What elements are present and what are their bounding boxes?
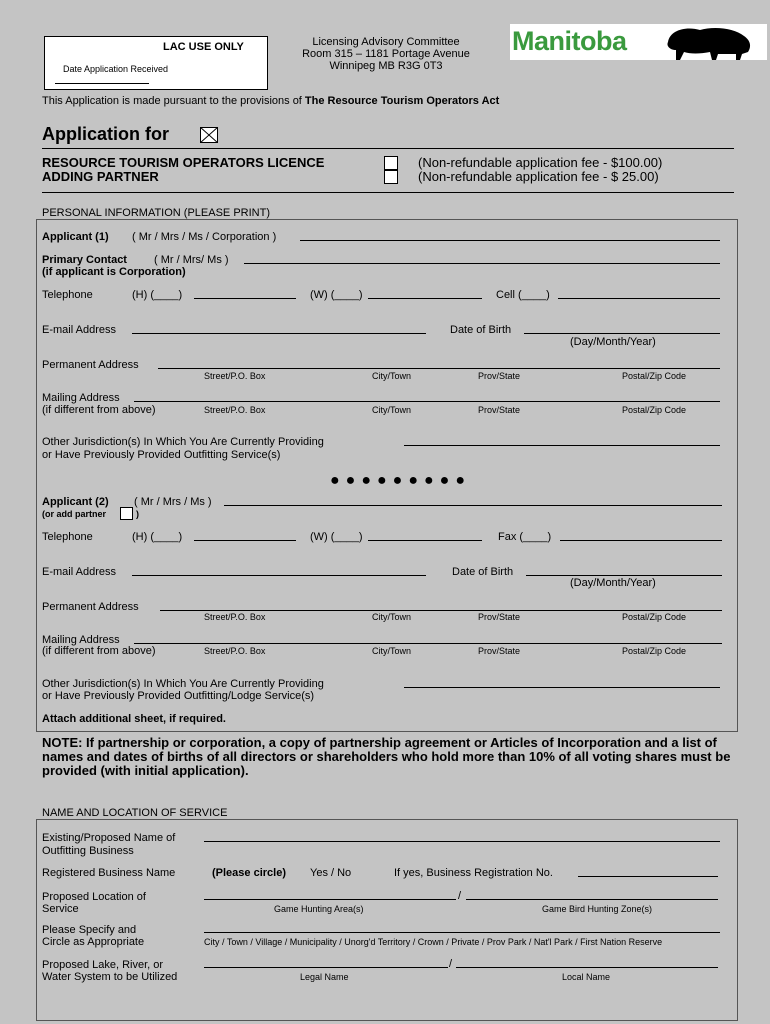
applicant-1-label: Applicant (1): [42, 231, 109, 243]
fee-1: (Non-refundable application fee - $100.00): [418, 155, 663, 170]
home-phone-label: (H) (____): [132, 531, 183, 543]
specify-label-1: Please Specify and: [42, 924, 137, 936]
permanent-address-field[interactable]: [158, 368, 720, 369]
dob-format: (Day/Month/Year): [570, 336, 656, 348]
game-bird-zone-field[interactable]: [466, 899, 718, 900]
slash: /: [449, 958, 453, 970]
applicant-2-label: Applicant (2): [42, 496, 109, 508]
attach-note: Attach additional sheet, if required.: [42, 713, 226, 725]
home-phone-field[interactable]: [194, 298, 296, 299]
work-phone-label: (W) (____): [310, 531, 363, 543]
permanent-address-label: Permanent Address: [42, 601, 139, 613]
prov-caption: Prov/State: [478, 646, 521, 656]
jurisdiction-field[interactable]: [404, 445, 720, 446]
postal-caption: Postal/Zip Code: [622, 405, 687, 415]
primary-contact-field[interactable]: [244, 263, 720, 264]
dob-field[interactable]: [524, 333, 720, 334]
adding-partner-label: ADDING PARTNER: [42, 169, 159, 184]
prov-caption: Prov/State: [478, 405, 521, 415]
city-caption: City/Town: [372, 612, 412, 622]
jurisdiction-label-1: Other Jurisdiction(s) In Which You Are Currently Providing: [42, 436, 324, 448]
dob-label: Date of Birth: [450, 324, 512, 336]
home-phone-label: (H) (____): [132, 289, 183, 301]
email-label: E-mail Address: [42, 566, 116, 578]
mailing-note: (if different from above): [42, 645, 156, 657]
applicant-1-title-options[interactable]: ( Mr / Mrs / Ms / Corporation ): [132, 231, 277, 243]
email-field[interactable]: [132, 333, 426, 334]
checked-box-icon: [200, 127, 218, 143]
personal-info-title: PERSONAL INFORMATION (PLEASE PRINT): [42, 207, 270, 219]
jurisdiction-field[interactable]: [404, 687, 720, 688]
business-name-label-2: Outfitting Business: [42, 845, 134, 857]
prov-caption: Prov/State: [478, 612, 521, 622]
cell-phone-field[interactable]: [558, 298, 720, 299]
applicant-2-title-options[interactable]: ( Mr / Mrs / Ms ): [134, 496, 212, 508]
bison-icon: [660, 24, 760, 60]
game-hunting-caption: Game Hunting Area(s): [274, 904, 364, 914]
registration-no-field[interactable]: [578, 876, 718, 877]
telephone-label: Telephone: [42, 531, 93, 543]
legal-name-caption: Legal Name: [300, 972, 349, 982]
mailing-address-field[interactable]: [134, 401, 720, 402]
mailing-note: (if different from above): [42, 404, 156, 416]
address-line-2: Room 315 – 1181 Portage Avenue: [302, 48, 470, 60]
registered-name-label: Registered Business Name: [42, 867, 176, 879]
home-phone-field[interactable]: [194, 540, 296, 541]
fee-2: (Non-refundable application fee - $ 25.00): [418, 169, 659, 184]
date-received-label: Date Application Received: [63, 64, 169, 74]
street-caption: Street/P.O. Box: [204, 405, 266, 415]
permanent-address-label: Permanent Address: [42, 359, 139, 371]
primary-contact-label: Primary Contact: [42, 254, 127, 266]
postal-caption: Postal/Zip Code: [622, 612, 687, 622]
game-hunting-area-field[interactable]: [204, 899, 456, 900]
logo-text: Manitoba: [512, 26, 627, 56]
act-name: The Resource Tourism Operators Act: [304, 95, 500, 107]
application-for-title: Application for: [42, 124, 169, 144]
local-name-caption: Local Name: [562, 972, 611, 982]
email-label: E-mail Address: [42, 324, 116, 336]
location-label-1: Proposed Location of: [42, 891, 146, 903]
legal-name-field[interactable]: [204, 967, 448, 968]
separator-dots: ●●●●●●●●●: [330, 472, 471, 489]
address-line-1: Licensing Advisory Committee: [312, 36, 460, 48]
work-phone-field[interactable]: [368, 298, 482, 299]
street-caption: Street/P.O. Box: [204, 646, 266, 656]
fax-field[interactable]: [560, 540, 722, 541]
work-phone-label: (W) (____): [310, 289, 363, 301]
add-partner-checkbox[interactable]: [120, 507, 133, 520]
divider: [42, 192, 734, 193]
intro-prefix: This Application is made pursuant to the provisions of: [42, 95, 305, 107]
dob-format: (Day/Month/Year): [570, 577, 656, 589]
street-caption: Street/P.O. Box: [204, 612, 266, 622]
dob-label: Date of Birth: [452, 566, 514, 578]
lac-title: LAC USE ONLY: [163, 41, 244, 53]
dob-field[interactable]: [526, 575, 722, 576]
water-label-1: Proposed Lake, River, or: [42, 959, 164, 971]
postal-caption: Postal/Zip Code: [622, 371, 687, 381]
water-label-2: Water System to be Utilized: [42, 971, 178, 983]
jurisdiction-label-2: or Have Previously Provided Outfitting/Lodge Service(s): [42, 690, 315, 702]
manitoba-logo: [510, 24, 767, 60]
yes-no-options[interactable]: Yes / No: [310, 867, 352, 879]
city-caption: City/Town: [372, 646, 412, 656]
telephone-label: Telephone: [42, 289, 93, 301]
mailing-address-label: Mailing Address: [42, 392, 120, 404]
service-title: NAME AND LOCATION OF SERVICE: [42, 807, 228, 819]
primary-contact-title-options[interactable]: ( Mr / Mrs/ Ms ): [154, 254, 229, 266]
service-section: [36, 819, 738, 1021]
postal-caption: Postal/Zip Code: [622, 646, 687, 656]
slash: /: [458, 890, 462, 902]
licence-checkbox[interactable]: [384, 156, 398, 170]
specify-label-2: Circle as Appropriate: [42, 936, 145, 948]
add-partner-label: (or add partner: [42, 509, 107, 519]
divider: [42, 148, 734, 149]
cell-phone-label: Cell (____): [496, 289, 550, 301]
prov-caption: Prov/State: [478, 371, 521, 381]
city-caption: City/Town: [372, 405, 412, 415]
applicant-2-name-field[interactable]: [224, 505, 722, 506]
local-name-field[interactable]: [456, 967, 718, 968]
applicant-1-name-field[interactable]: [300, 240, 720, 241]
jurisdiction-label-2: or Have Previously Provided Outfitting Service(s): [42, 449, 281, 461]
location-label-2: Service: [42, 903, 79, 915]
street-caption: Street/P.O. Box: [204, 371, 266, 381]
specify-field[interactable]: [204, 932, 720, 933]
note-paragraph: NOTE: If partnership or corporation, a copy of partnership agreement or Articles of Incorporation and a list of names and dates of births of all directors or shareholders who hold more than 10% of all voting shares must be provided (with initial application).: [42, 735, 731, 778]
lac-use-only-box: [44, 36, 268, 90]
work-phone-field[interactable]: [368, 540, 482, 541]
land-type-options[interactable]: City / Town / Village / Municipality / Unorg'd Territory / Crown / Private / Prov Park / Nat'l Park / First Nation Reserve: [204, 937, 663, 947]
email-field[interactable]: [132, 575, 426, 576]
primary-contact-note: (if applicant is Corporation): [42, 266, 186, 278]
date-received-field[interactable]: [55, 83, 149, 84]
business-name-label-1: Existing/Proposed Name of: [42, 832, 176, 844]
mailing-address-field[interactable]: [134, 643, 722, 644]
city-caption: City/Town: [372, 371, 412, 381]
game-bird-caption: Game Bird Hunting Zone(s): [542, 904, 653, 914]
licence-option-label: RESOURCE TOURISM OPERATORS LICENCE: [42, 155, 325, 170]
jurisdiction-label-1: Other Jurisdiction(s) In Which You Are Currently Providing: [42, 678, 324, 690]
business-name-field[interactable]: [204, 841, 720, 842]
add-partner-close: ): [136, 509, 139, 519]
adding-partner-checkbox[interactable]: [384, 170, 398, 184]
permanent-address-field[interactable]: [160, 610, 722, 611]
fax-label: Fax (____): [498, 531, 552, 543]
committee-address: [272, 36, 500, 72]
intro-statement: [42, 95, 499, 107]
please-circle: (Please circle): [212, 867, 286, 879]
address-line-3: Winnipeg MB R3G 0T3: [329, 60, 443, 72]
mailing-address-label: Mailing Address: [42, 634, 120, 646]
registration-no-label: If yes, Business Registration No.: [394, 867, 553, 879]
